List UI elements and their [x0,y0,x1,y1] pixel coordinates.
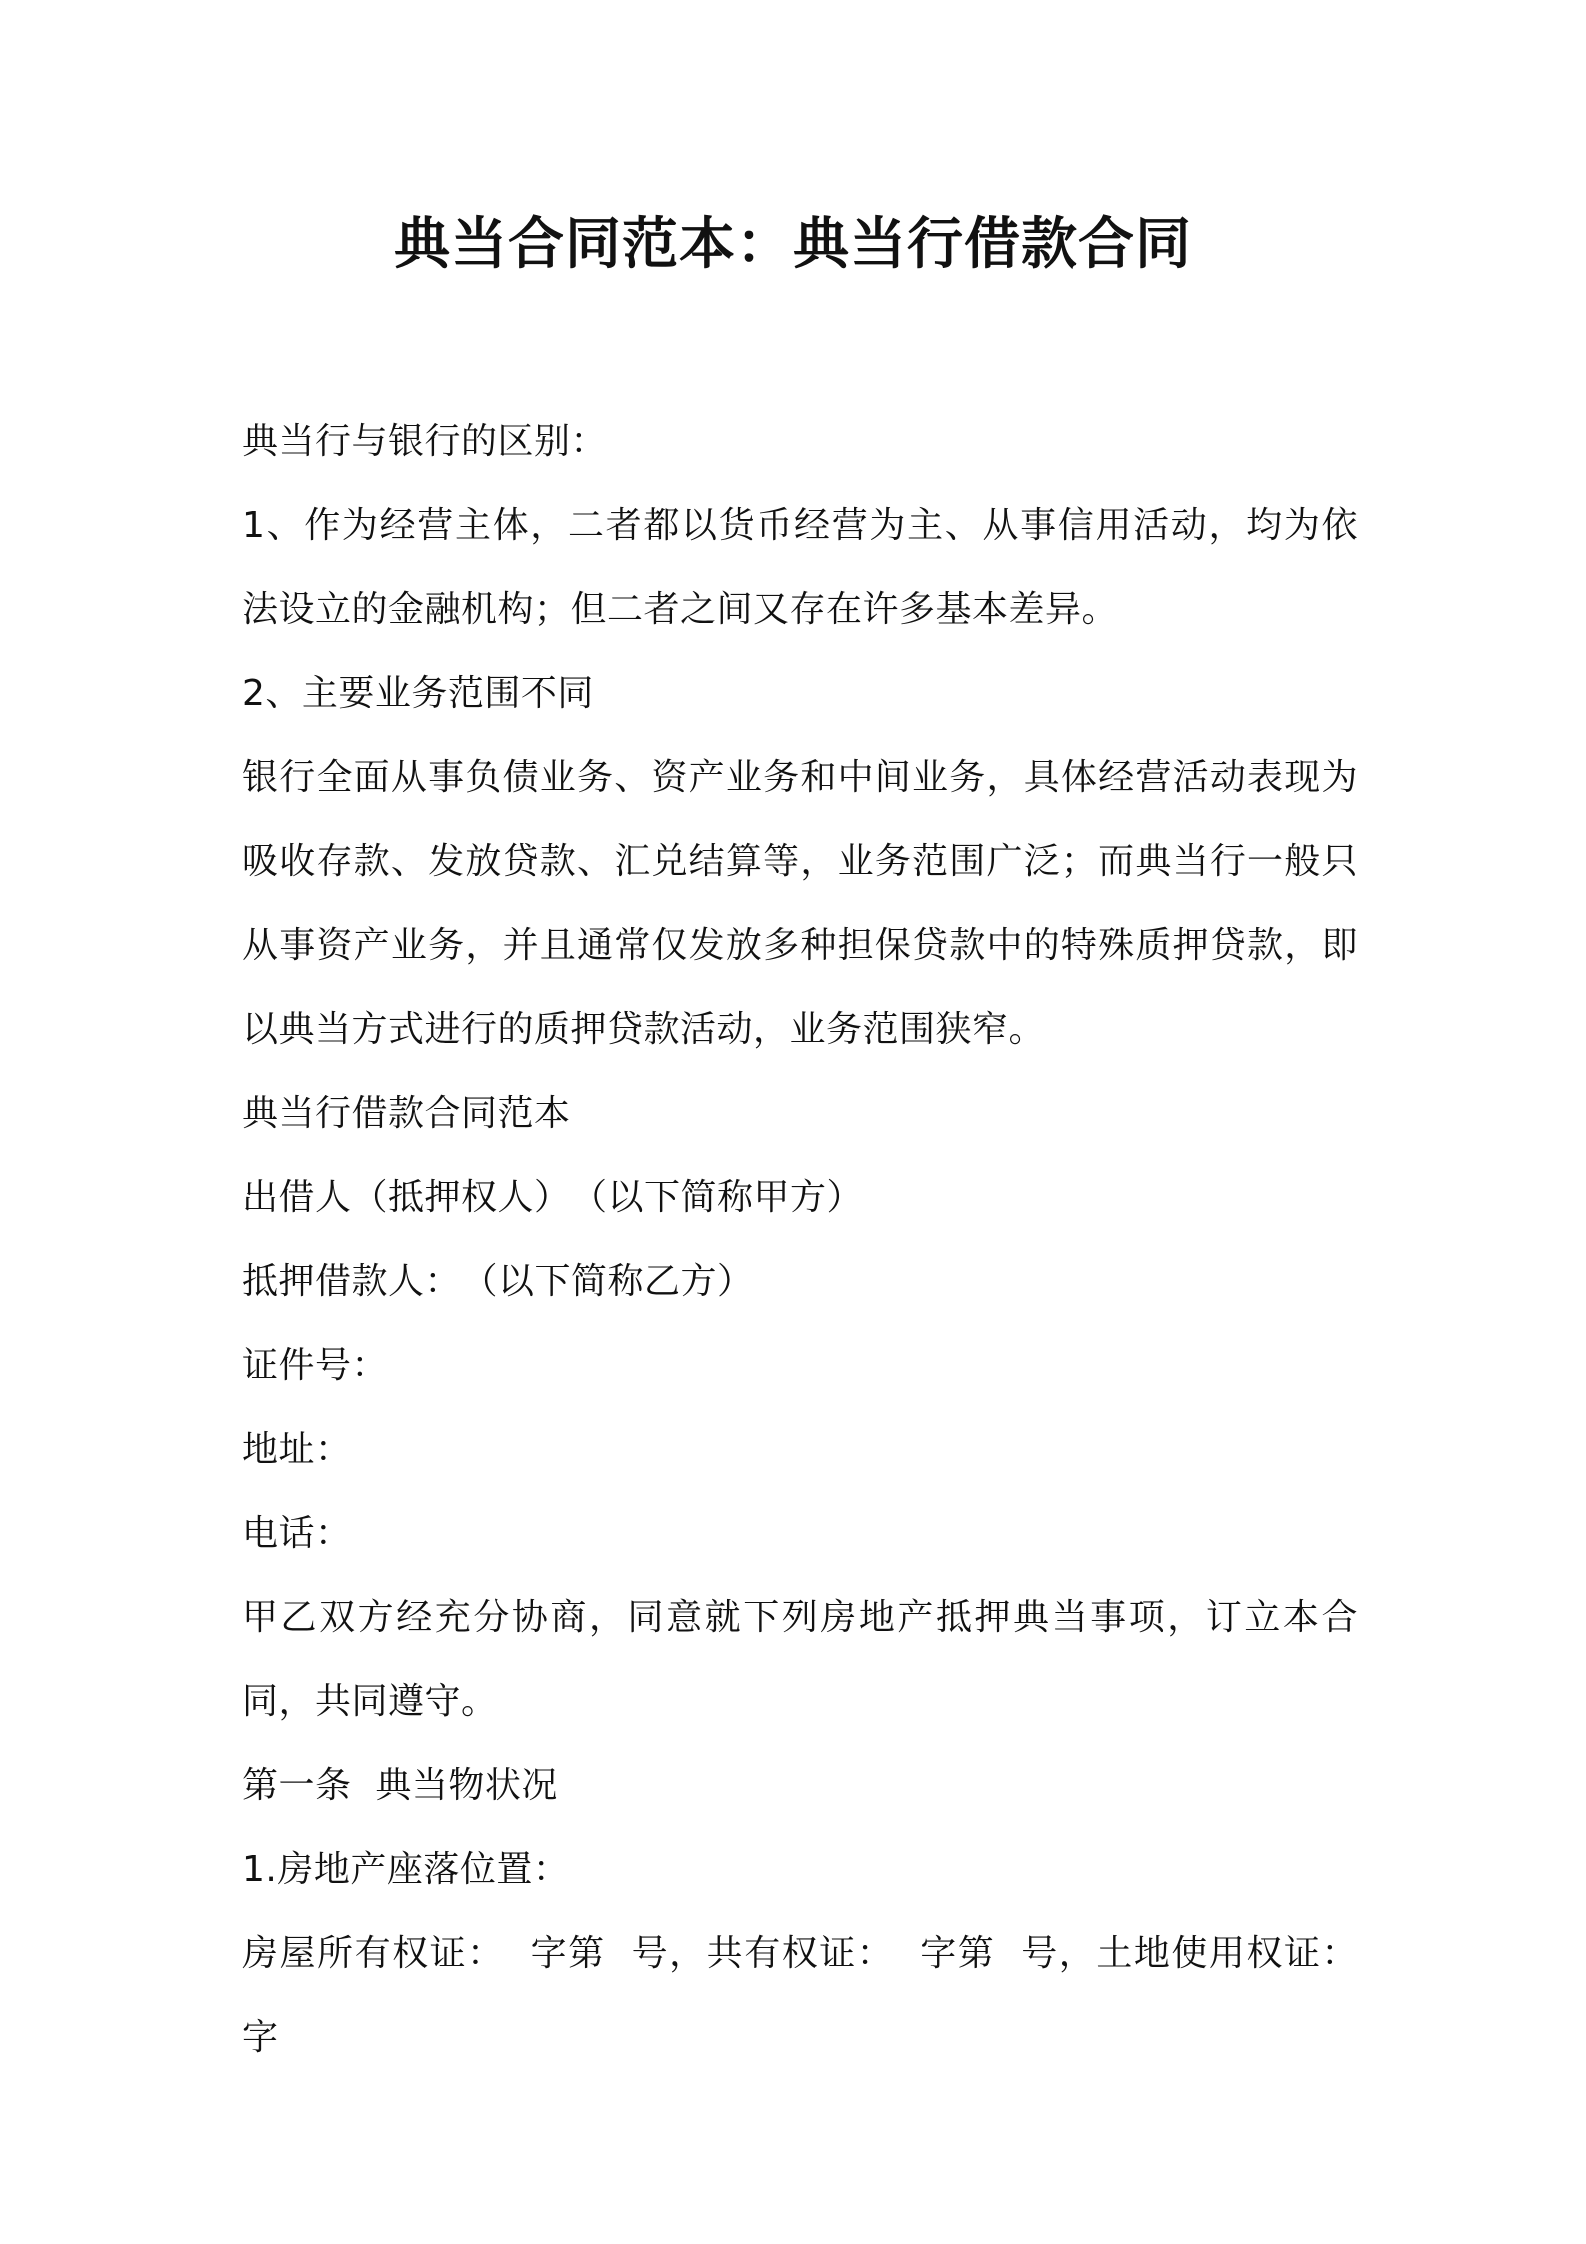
document-title: 典当合同范本：典当行借款合同 [394,212,1192,277]
paragraph-difference-heading: 典当行与银行的区别： [242,421,608,462]
paragraph-property-location: 1.房地产座落位置： [242,1849,570,1890]
paragraph-point-2: 2、主要业务范围不同 [242,673,594,714]
paragraph-agreement: 甲乙双方经充分协商，同意就下列房地产抵押典当事项，订立本合同，共同遵守。 [242,1597,1358,1722]
document-body [242,400,1382,2080]
paragraph-contract-heading: 典当行借款合同范本 [242,1093,571,1134]
paragraph-certificates: 房屋所有权证： 字第 号，共有权证： 字第 号，土地使用权证： 字 [242,1933,1382,2058]
paragraph-id-number: 证件号： [242,1345,389,1386]
paragraph-article-1: 第一条 典当物状况 [242,1765,558,1806]
paragraph-phone: 电话： [242,1513,352,1554]
paragraph-address: 地址： [242,1429,352,1470]
paragraph-point-1: 1、作为经营主体，二者都以货币经营为主、从事信用活动，均为依法设立的金融机构；但二者之间又存在许多基本差异。 [242,505,1358,630]
paragraph-borrower: 抵押借款人： （以下简称乙方） [242,1261,754,1302]
paragraph-bank-business: 银行全面从事负债业务、资产业务和中间业务，具体经营活动表现为吸收存款、发放贷款、汇兑结算等，业务范围广泛；而典当行一般只从事资产业务，并且通常仅发放多种担保贷款中的特殊质押贷款，即以典当方式进行的质押贷款活动，业务范围狭窄。 [242,757,1358,1050]
paragraph-lender: 出借人（抵押权人） （以下简称甲方） [242,1177,864,1218]
